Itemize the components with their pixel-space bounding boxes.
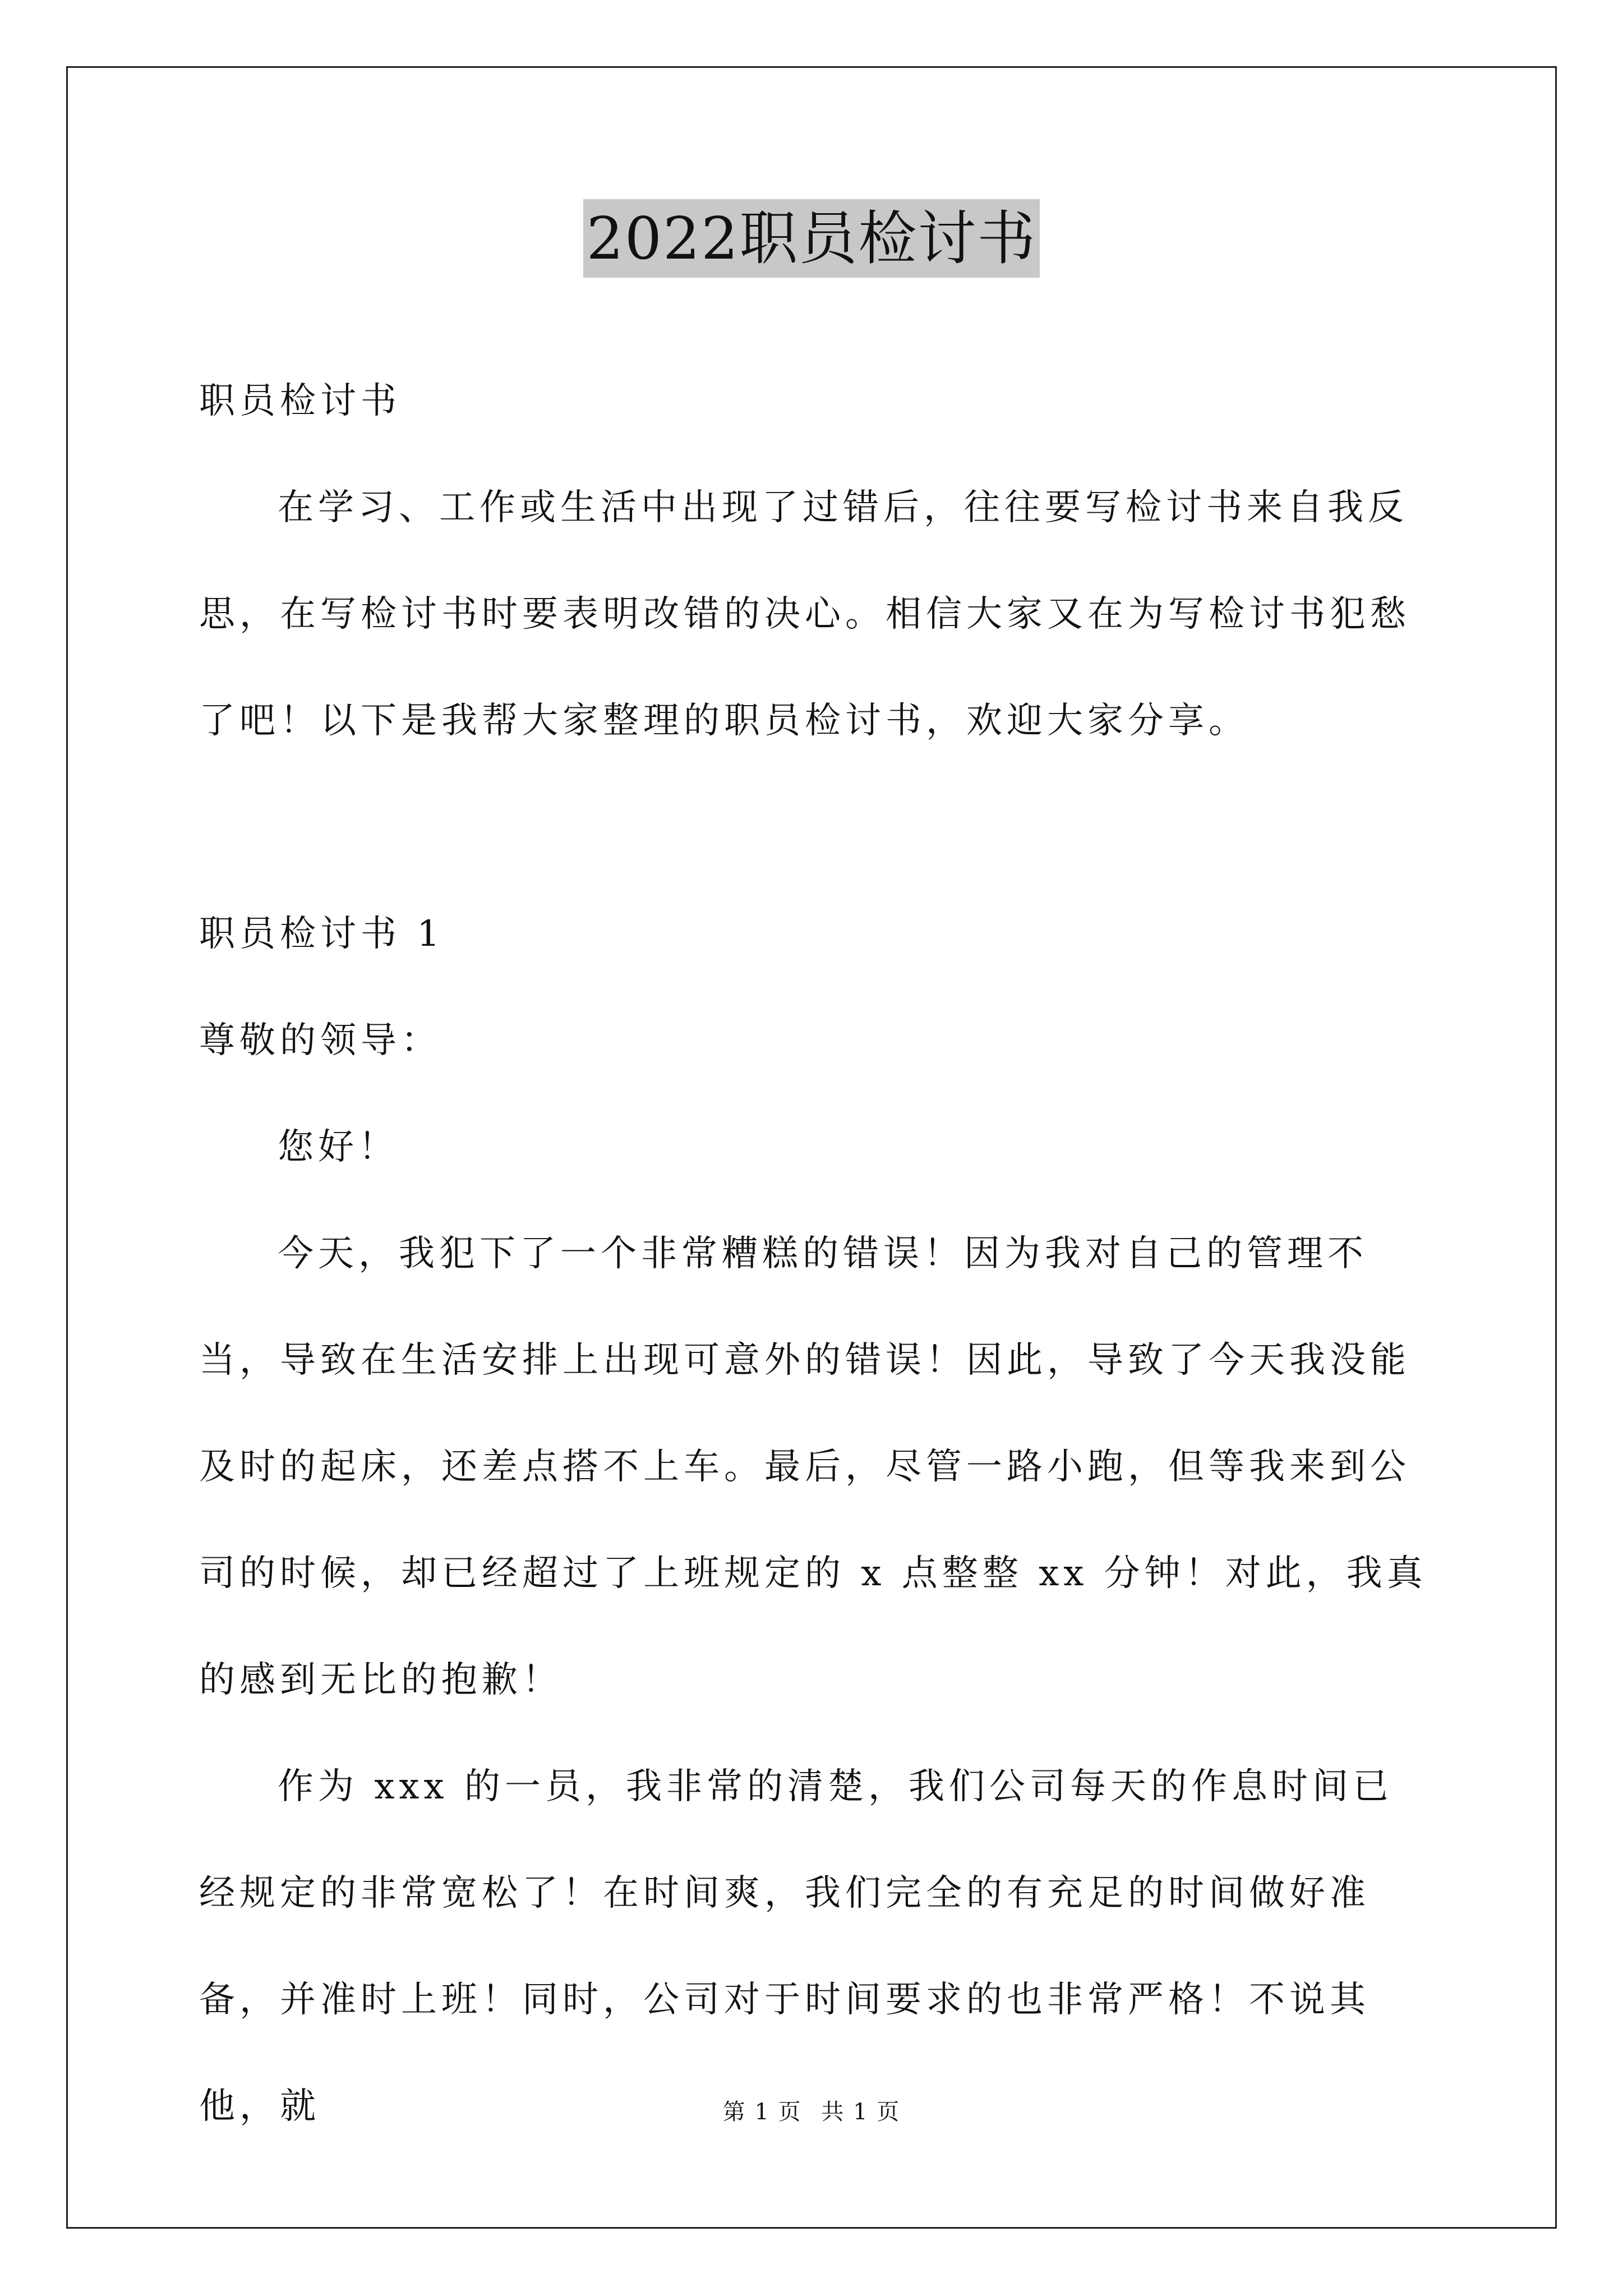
body-paragraph: 作为 xxx 的一员，我非常的清楚，我们公司每天的作息时间已经规定的非常宽松了！在时间爽，我们完全的有充足的时间做好准备，并准时上班！同时，公司对于时间要求的也非常严格！不说其他，就 [199,1766,1393,2127]
page-number: 第 1 页 [722,2099,802,2125]
document-body [199,348,1433,2160]
salutation: 尊敬的领导： [199,1020,441,1061]
intro-paragraph: 在学习、工作或生活中出现了过错后，往往要写检讨书来自我反思，在写检讨书时要表明改错的决心。相信大家又在为写检讨书犯愁了吧！以下是我帮大家整理的职员检讨书，欢迎大家分享。 [199,487,1410,742]
paragraph-gap [199,774,1433,881]
letter-heading: 职员检讨书 1 [199,913,445,955]
page-footer [0,2095,1623,2129]
section-heading: 职员检讨书 [199,380,401,422]
title-container [0,199,1623,278]
body-paragraph: 今天，我犯下了一个非常糟糕的错误！因为我对自己的管理不当，导致在生活安排上出现可意外的错误！因此，导致了今天我没能及时的起床，还差点搭不上车。最后，尽管一路小跑，但等我来到公司的时候，却已经超过了上班规定的 x 点整整 xx 分钟！对此，我真的感到无比的抱歉！ [199,1233,1427,1701]
document-title: 2022职员检讨书 [583,199,1040,278]
greeting: 您好！ [278,1126,399,1168]
page-total: 共 1 页 [821,2099,901,2125]
